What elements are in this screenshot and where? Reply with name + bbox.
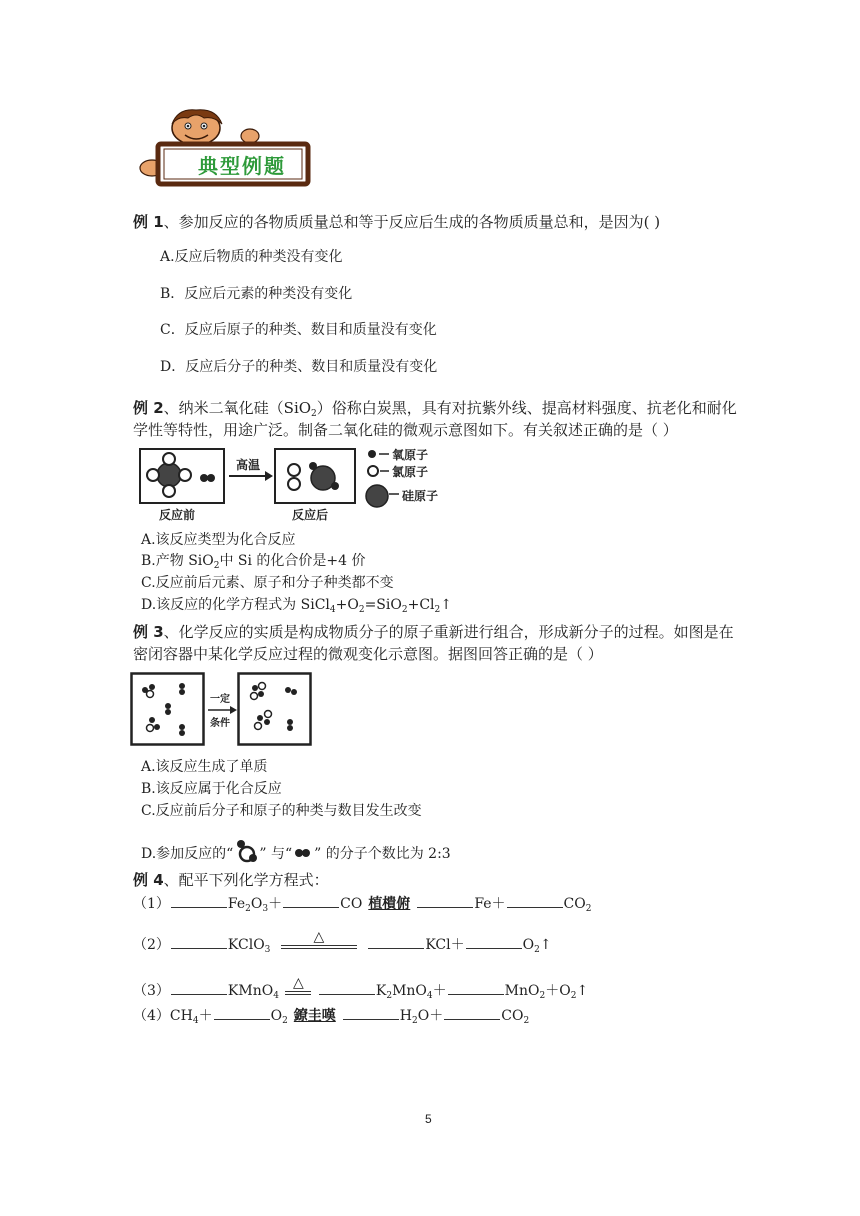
q3-stem-line1: 例 3、化学反应的实质是构成物质分子的原子重新进行组合，形成新分子的过程。如图是在 bbox=[133, 623, 734, 641]
q3-reaction-figure bbox=[130, 672, 312, 748]
blank-field[interactable] bbox=[319, 980, 375, 995]
q4-equation-4: $(4)CH_4+ O_2$ 鐐圭嘆 $H_2O+ CO_2$ bbox=[133, 1005, 529, 1031]
q1-label: 例 1 bbox=[133, 213, 164, 231]
q3-arrow-top: 一定 bbox=[210, 694, 230, 705]
q3-label: 例 3 bbox=[133, 623, 164, 641]
blank-field[interactable] bbox=[214, 1005, 270, 1020]
example-banner bbox=[138, 106, 318, 190]
q3-option-b: B.该反应属于化合反应 bbox=[141, 781, 282, 797]
q4-equation-2: （2） KClO$_3$ △ $KCl+ O_2↑$ bbox=[133, 929, 552, 955]
q2-option-a: A.该反应类型为化合反应 bbox=[141, 532, 296, 548]
q2-arrow-label: 高温 bbox=[236, 458, 261, 472]
molecule-b-icon bbox=[292, 846, 314, 860]
page-number: 5 bbox=[425, 1112, 432, 1126]
condition-text: 植樻俯 bbox=[368, 896, 411, 912]
q1-text: 、参加反应的各物质质量总和等于反应后生成的各物质质量总和，是因为( ) bbox=[163, 213, 661, 231]
banner-title: 典型例题 bbox=[198, 154, 286, 178]
blank-field[interactable] bbox=[448, 980, 504, 995]
q1-option-a: A.反应后物质的种类没有变化 bbox=[160, 249, 343, 265]
q2-stem-line2: 学性等特性，用途广泛。制备二氧化硅的微观示意图如下。有关叙述正确的是（ ） bbox=[133, 421, 678, 439]
q3-option-d: D.参加反应的“ ” 与“ ” 的分子个数比为 2:3 bbox=[141, 838, 451, 868]
q4-equation-1: （1） $Fe_2O_3+$ CO 植樻俯 $Fe+ CO_2$ bbox=[133, 893, 591, 919]
q1-stem bbox=[133, 211, 660, 233]
q2-option-d: D.该反应的化学方程式为 $SiCl_4+O_2=SiO_2+Cl_2↑$ bbox=[141, 597, 452, 615]
silicon-atom-icon bbox=[157, 463, 181, 487]
q3-arrow-bottom: 条件 bbox=[210, 718, 230, 729]
q3-stem-line2: 密闭容器中某化学反应过程的微观变化示意图。据图回答正确的是（ ） bbox=[133, 645, 603, 663]
q4-label: 例 4 bbox=[133, 871, 164, 889]
q4-stem: 例 4、配平下列化学方程式： bbox=[133, 871, 329, 889]
blank-field[interactable] bbox=[507, 893, 563, 908]
q4-equation-3: （3） KMnO$_4$ △ $K_2MnO_4+$ $MnO_2+O_2↑$ bbox=[133, 975, 589, 1001]
q1-option-b: B．反应后元素的种类没有变化 bbox=[160, 286, 353, 302]
q3-option-c: C.反应前后分子和原子的种类与数目发生改变 bbox=[141, 803, 422, 819]
blank-field[interactable] bbox=[171, 893, 227, 908]
blank-field[interactable] bbox=[283, 893, 339, 908]
q3-option-a: A.该反应生成了单质 bbox=[141, 759, 268, 775]
q2-legend-chlorine: 氯原子 bbox=[392, 465, 429, 479]
blank-field[interactable] bbox=[466, 934, 522, 949]
q2-option-c: C.反应前后元素、原子和分子种类都不变 bbox=[141, 575, 394, 591]
blank-field[interactable] bbox=[444, 1005, 500, 1020]
blank-field[interactable] bbox=[368, 934, 424, 949]
blank-field[interactable] bbox=[171, 934, 227, 949]
q2-label: 例 2 bbox=[133, 399, 164, 417]
condition-text: 鐐圭嘆 bbox=[293, 1008, 336, 1024]
q2-after-label: 反应后 bbox=[292, 508, 329, 522]
q2-stem-line1: 例 2、纳米二氧化硅（SiO$_2$）俗称白炭黑，具有对抗紫外线、提高材料强度、抗老化和耐化 bbox=[133, 399, 737, 419]
heat-condition: △ bbox=[285, 985, 311, 995]
blank-field[interactable] bbox=[417, 893, 473, 908]
q1-option-c: C．反应后原子的种类、数目和质量没有变化 bbox=[160, 322, 437, 338]
q2-legend-oxygen: 氧原子 bbox=[392, 448, 429, 462]
q2-before-label: 反应前 bbox=[159, 508, 196, 522]
q2-option-b: B.产物 SiO$_2$中 Si 的化合价是+4 价 bbox=[141, 553, 366, 571]
q2-legend-silicon: 硅原子 bbox=[402, 489, 439, 503]
blank-field[interactable] bbox=[171, 980, 227, 995]
molecule-a-icon bbox=[233, 838, 259, 864]
q1-option-d: D．反应后分子的种类、数目和质量没有变化 bbox=[160, 359, 438, 375]
q2-reaction-figure bbox=[137, 446, 447, 524]
blank-field[interactable] bbox=[343, 1005, 399, 1020]
heat-condition: △ bbox=[281, 939, 357, 949]
